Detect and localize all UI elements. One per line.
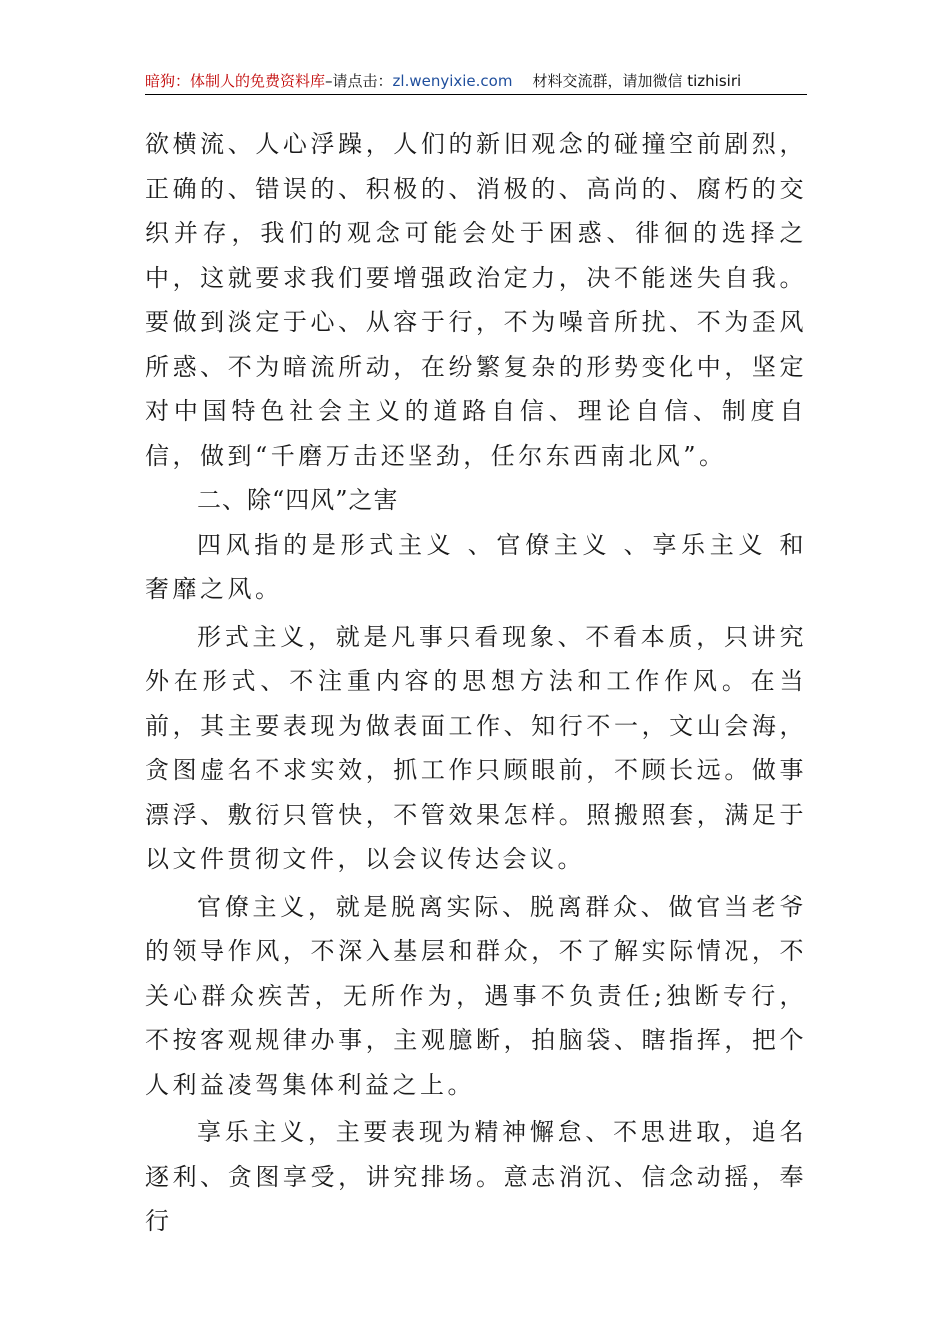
header-group-text: 材料交流群，请加微信 tizhisiri xyxy=(532,72,742,90)
paragraph-formalism: 形式主义，就是凡事只看现象、不看本质，只讲究外在形式、不注重内容的思想方法和工作作风。在当前，其主要表现为做表面工作、知行不一，文山会海，贪图虚名不求实效，抓工作只顾眼前，不顾长远。做事漂浮、敷衍只管快，不管效果怎样。照搬照套，满足于以文件贯彻文件，以会议传达会议。 xyxy=(145,622,807,873)
section-heading: 二、除“四风”之害 xyxy=(197,486,399,514)
page-header xyxy=(145,66,807,96)
paragraph-bureaucratism: 官僚主义，就是脱离实际、脱离群众、做官当老爷的领导作风，不深入基层和群众，不了解实际情况，不关心群众疾苦，无所作为，遇事不负责任;独断专行，不按客观规律办事，主观臆断，拍脑袋、瞎指挥，把个人利益凌驾集体利益之上。 xyxy=(145,892,807,1099)
header-divider xyxy=(145,94,807,95)
paragraph-four-winds: 四风指的是形式主义 、官僚主义 、享乐主义 和奢靡之风。 xyxy=(145,530,807,603)
paragraph-hedonism: 享乐主义，主要表现为精神懈怠、不思进取，追名逐利、贪图享受，讲究排场。意志消沉、信念动摇，奉行 xyxy=(145,1118,807,1235)
header-click-label: –请点击： xyxy=(325,72,393,90)
header-url-link[interactable]: zl.wenyixie.com xyxy=(392,72,513,90)
header-site-name: 暗狗：体制人的免费资料库 xyxy=(145,72,326,90)
paragraph-continuation: 欲横流、人心浮躁，人们的新旧观念的碰撞空前剧烈，正确的、错误的、积极的、消极的、高尚的、腐朽的交织并存，我们的观念可能会处于困惑、徘徊的选择之中，这就要求我们要增强政治定力，决不能迷失自我。要做到淡定于心、从容于行，不为噪音所扰、不为歪风所惑、不为暗流所动，在纷繁复杂的形势变化中，坚定对中国特色社会主义的道路自信、理论自信、制度自信，做到“千磨万击还坚劲，任尔东西南北风”。 xyxy=(145,130,807,470)
document-body xyxy=(145,122,807,1244)
